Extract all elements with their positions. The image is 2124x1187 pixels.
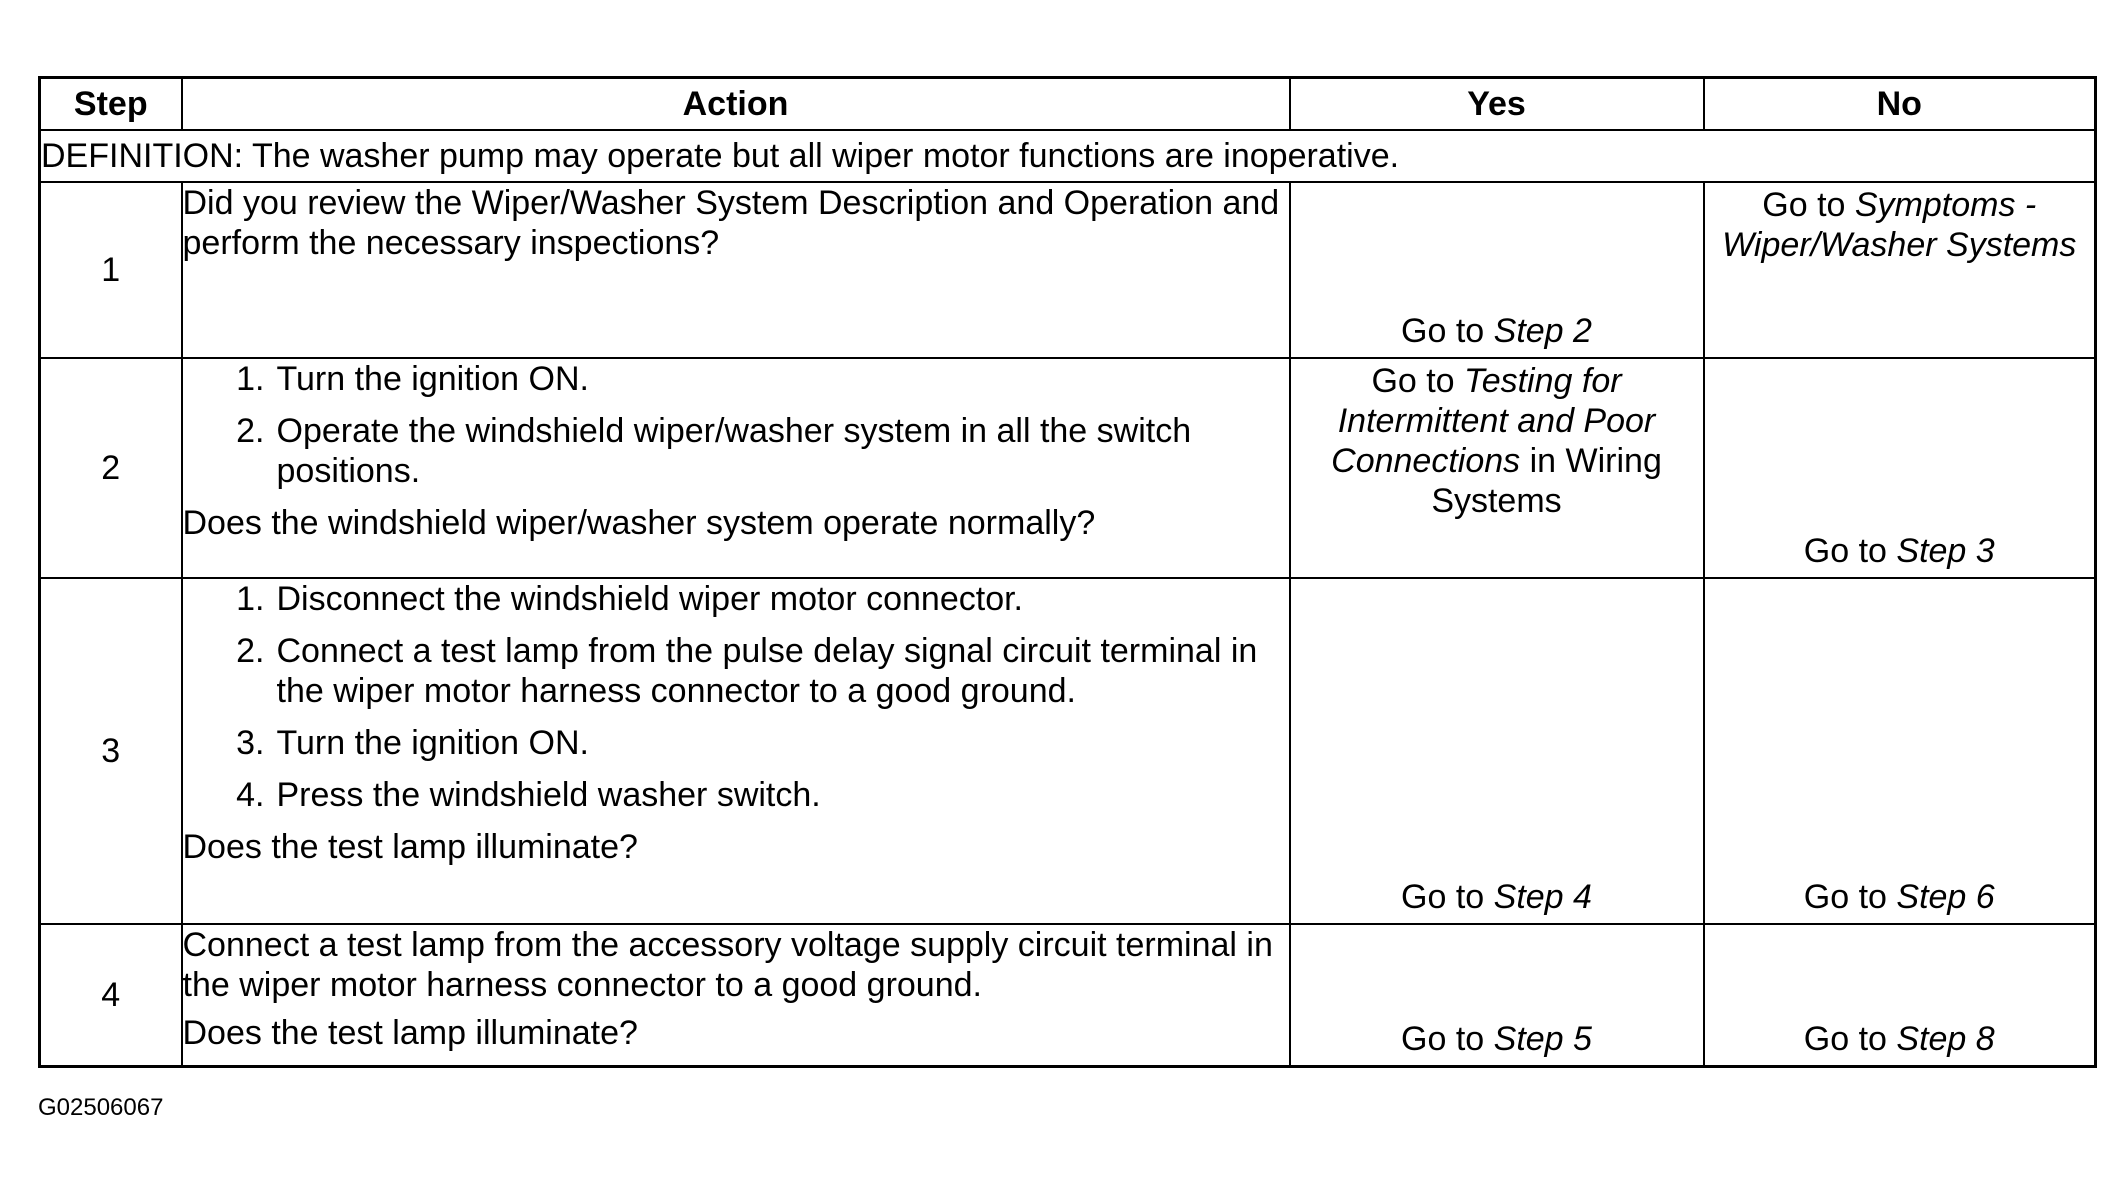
header-action: Action: [182, 78, 1290, 131]
no-prefix: Go to: [1803, 878, 1897, 916]
table-row: [40, 182, 2096, 358]
table-row: [40, 578, 2096, 924]
step-number: 4: [40, 924, 182, 1066]
list-item: [183, 723, 1289, 763]
yes-cell: [1290, 578, 1704, 924]
yes-prefix: Go to: [1401, 1019, 1494, 1058]
substep-number: 2.: [236, 412, 265, 450]
diagnostic-table: [38, 76, 2097, 1068]
action-text: Connect a test lamp from the accessory voltage supply circuit terminal in the wiper motor harness connector to a good ground.: [182, 926, 1273, 1004]
list-item: [183, 579, 1289, 619]
action-cell: [182, 358, 1290, 578]
definition-row: [40, 130, 2096, 182]
header-step: Step: [40, 78, 182, 131]
yes-cell: [1290, 182, 1704, 358]
header-yes: Yes: [1290, 78, 1704, 131]
question-text: Does the windshield wiper/washer system operate normally?: [182, 504, 1096, 542]
yes-cell: [1290, 924, 1704, 1066]
table-row: [40, 924, 2096, 1066]
no-cell: [1704, 578, 2096, 924]
step-number: 1: [40, 182, 182, 358]
definition-text: DEFINITION: The washer pump may operate but all wiper motor functions are inoperative.: [40, 130, 2096, 182]
yes-link[interactable]: Step 4: [1493, 878, 1592, 916]
table-row: [40, 358, 2096, 578]
question-text: Does the test lamp illuminate?: [182, 1014, 638, 1052]
substep-list: [183, 579, 1289, 815]
list-item: [183, 631, 1289, 711]
yes-prefix: Go to: [1401, 312, 1494, 350]
no-link[interactable]: Symptoms - Wiper/Washer Systems: [1722, 186, 2077, 264]
header-no: No: [1704, 78, 2096, 131]
no-link[interactable]: Step 8: [1896, 1019, 1995, 1058]
header-row: [40, 78, 2096, 131]
substep-text: Connect a test lamp from the pulse delay signal circuit terminal in the wiper motor harness connector to a good ground.: [276, 632, 1258, 710]
no-cell: [1704, 358, 2096, 578]
no-prefix: Go to: [1803, 532, 1897, 570]
substep-list: [183, 359, 1289, 491]
action-cell: [182, 182, 1290, 358]
substep-number: 2.: [236, 632, 265, 670]
yes-prefix: Go to: [1371, 362, 1465, 400]
yes-link[interactable]: Testing for Intermittent and Poor Connections: [1331, 362, 1656, 480]
list-item: [183, 411, 1289, 491]
yes-prefix: Go to: [1401, 878, 1494, 916]
substep-number: 4.: [236, 776, 265, 814]
no-cell: [1704, 182, 2096, 358]
yes-cell: [1290, 358, 1704, 578]
list-item: [183, 775, 1289, 815]
substep-text: Press the windshield washer switch.: [276, 776, 821, 814]
action-text: Did you review the Wiper/Washer System Description and Operation and perform the necessary inspections?: [182, 184, 1280, 262]
substep-text: Turn the ignition ON.: [276, 724, 589, 762]
list-item: [183, 359, 1289, 399]
no-link[interactable]: Step 6: [1896, 878, 1995, 916]
substep-text: Operate the windshield wiper/washer system in all the switch positions.: [276, 412, 1192, 490]
substep-text: Turn the ignition ON.: [276, 360, 589, 398]
substep-number: 1.: [236, 580, 265, 618]
no-prefix: Go to: [1803, 1019, 1897, 1058]
question-text: Does the test lamp illuminate?: [182, 828, 638, 866]
step-number: 2: [40, 358, 182, 578]
no-prefix: Go to: [1762, 186, 1855, 224]
substep-number: 3.: [236, 724, 265, 762]
substep-number: 1.: [236, 360, 265, 398]
no-link[interactable]: Step 3: [1896, 532, 1995, 570]
step-number: 3: [40, 578, 182, 924]
figure-id: G02506067: [38, 1094, 164, 1121]
action-cell: [182, 578, 1290, 924]
substep-text: Disconnect the windshield wiper motor connector.: [276, 580, 1023, 618]
yes-suffix: in Wiring Systems: [1431, 442, 1662, 520]
no-cell: [1704, 924, 2096, 1066]
action-cell: [182, 924, 1290, 1066]
yes-link[interactable]: Step 2: [1493, 312, 1592, 350]
yes-link[interactable]: Step 5: [1493, 1019, 1592, 1058]
